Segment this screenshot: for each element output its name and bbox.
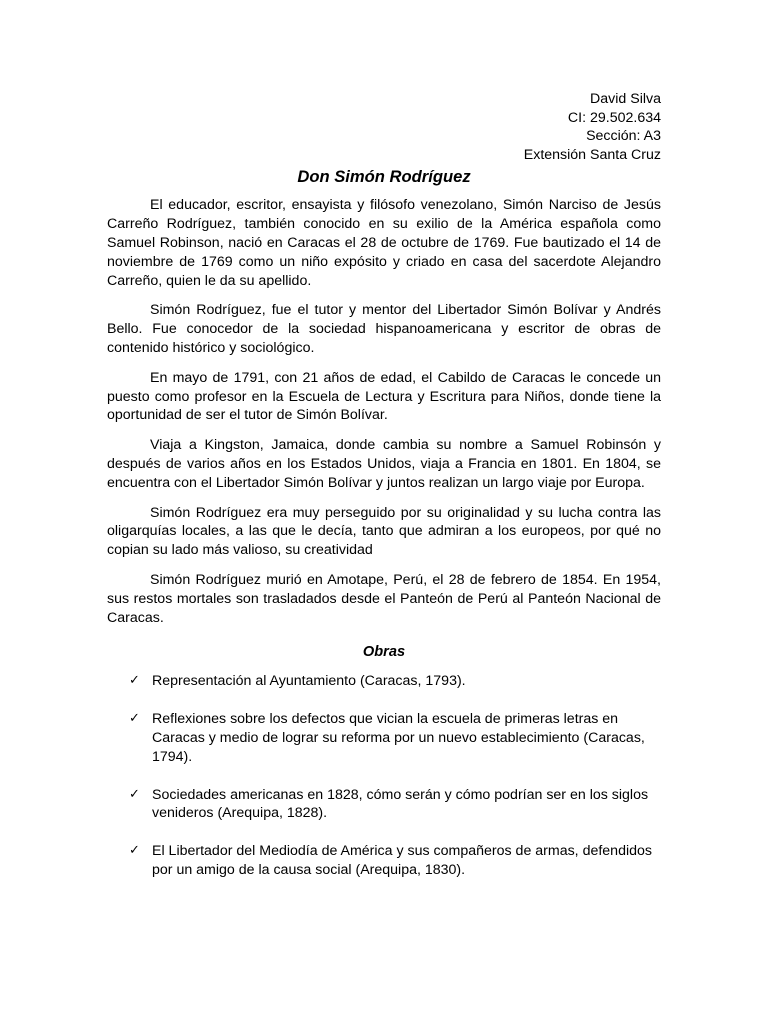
check-mark-icon: ✓: [129, 843, 140, 859]
paragraph: Viaja a Kingston, Jamaica, donde cambia su nombre a Samuel Robinsón y después de varios años en los Estados Unidos, viaja a Francia en 1801. En 1804, se encuentra con el Libertador Simón Bolívar y juntos realizan un largo viaje por Europa.: [107, 437, 661, 491]
paragraph: Simón Rodríguez murió en Amotape, Perú, el 28 de febrero de 1854. En 1954, sus restos mortales son trasladados desde el Panteón de Perú al Panteón Nacional de Caracas.: [107, 571, 661, 626]
document-title: Don Simón Rodríguez: [297, 167, 471, 187]
check-mark-icon: ✓: [129, 711, 140, 727]
author-header: [107, 90, 661, 164]
document-page: [107, 90, 661, 899]
work-title: Sociedades americanas en 1828, cómo serán y cómo podrían ser en los siglos venideros (Arequipa, 1828).: [152, 786, 649, 822]
list-item: [107, 710, 661, 766]
work-title: Reflexiones sobre los defectos que vician la escuela de primeras letras en Caracas y medio de lograr su reforma por un nuevo establecimiento (Caracas, 1794).: [152, 711, 645, 765]
author-extension: Extensión Santa Cruz: [523, 146, 661, 163]
paragraph: En mayo de 1791, con 21 años de edad, el Cabildo de Caracas le concede un puesto como profesor en la Escuela de Lectura y Escritura para Niños, donde tiene la oportunidad de ser el tutor de Simón Bolívar.: [107, 369, 661, 424]
list-item: [107, 672, 661, 691]
work-title: Representación al Ayuntamiento (Caracas, 1793).: [152, 673, 466, 690]
check-mark-icon: ✓: [129, 786, 140, 802]
author-name: David Silva: [590, 91, 661, 107]
list-item: [107, 786, 661, 824]
paragraph: Simón Rodríguez era muy perseguido por su originalidad y su lucha contra las oligarquías locales, a las que le decía, tanto que admiran a los europeos, por qué no copian su lado más valioso, su creatividad: [107, 504, 661, 559]
author-ci: CI: 29.502.634: [567, 109, 661, 126]
works-list: [107, 672, 661, 879]
work-title: El Libertador del Mediodía de América y sus compañeros de armas, defendidos por un amigo de la causa social (Arequipa, 1830).: [152, 843, 652, 878]
paragraph: Simón Rodríguez, fue el tutor y mentor del Libertador Simón Bolívar y Andrés Bello. Fue conocedor de la sociedad hispanoamericana y escritor de obras de contenido histórico y sociológico.: [107, 302, 661, 356]
works-heading: Obras: [362, 644, 406, 661]
check-mark-icon: ✓: [129, 673, 140, 689]
author-section: Sección: A3: [586, 128, 661, 145]
paragraph: El educador, escritor, ensayista y filósofo venezolano, Simón Narciso de Jesús Carreño Rodríguez, también conocido en su exilio de la América española como Samuel Robinson, nació en Caracas el 28 de octubre de 1769. Fue bautizado el 14 de noviembre de 1769 como un niño expósito y criado en casa del sacerdote Alejandro Carreño, quien le da su apellido.: [107, 197, 661, 289]
list-item: [107, 842, 661, 880]
